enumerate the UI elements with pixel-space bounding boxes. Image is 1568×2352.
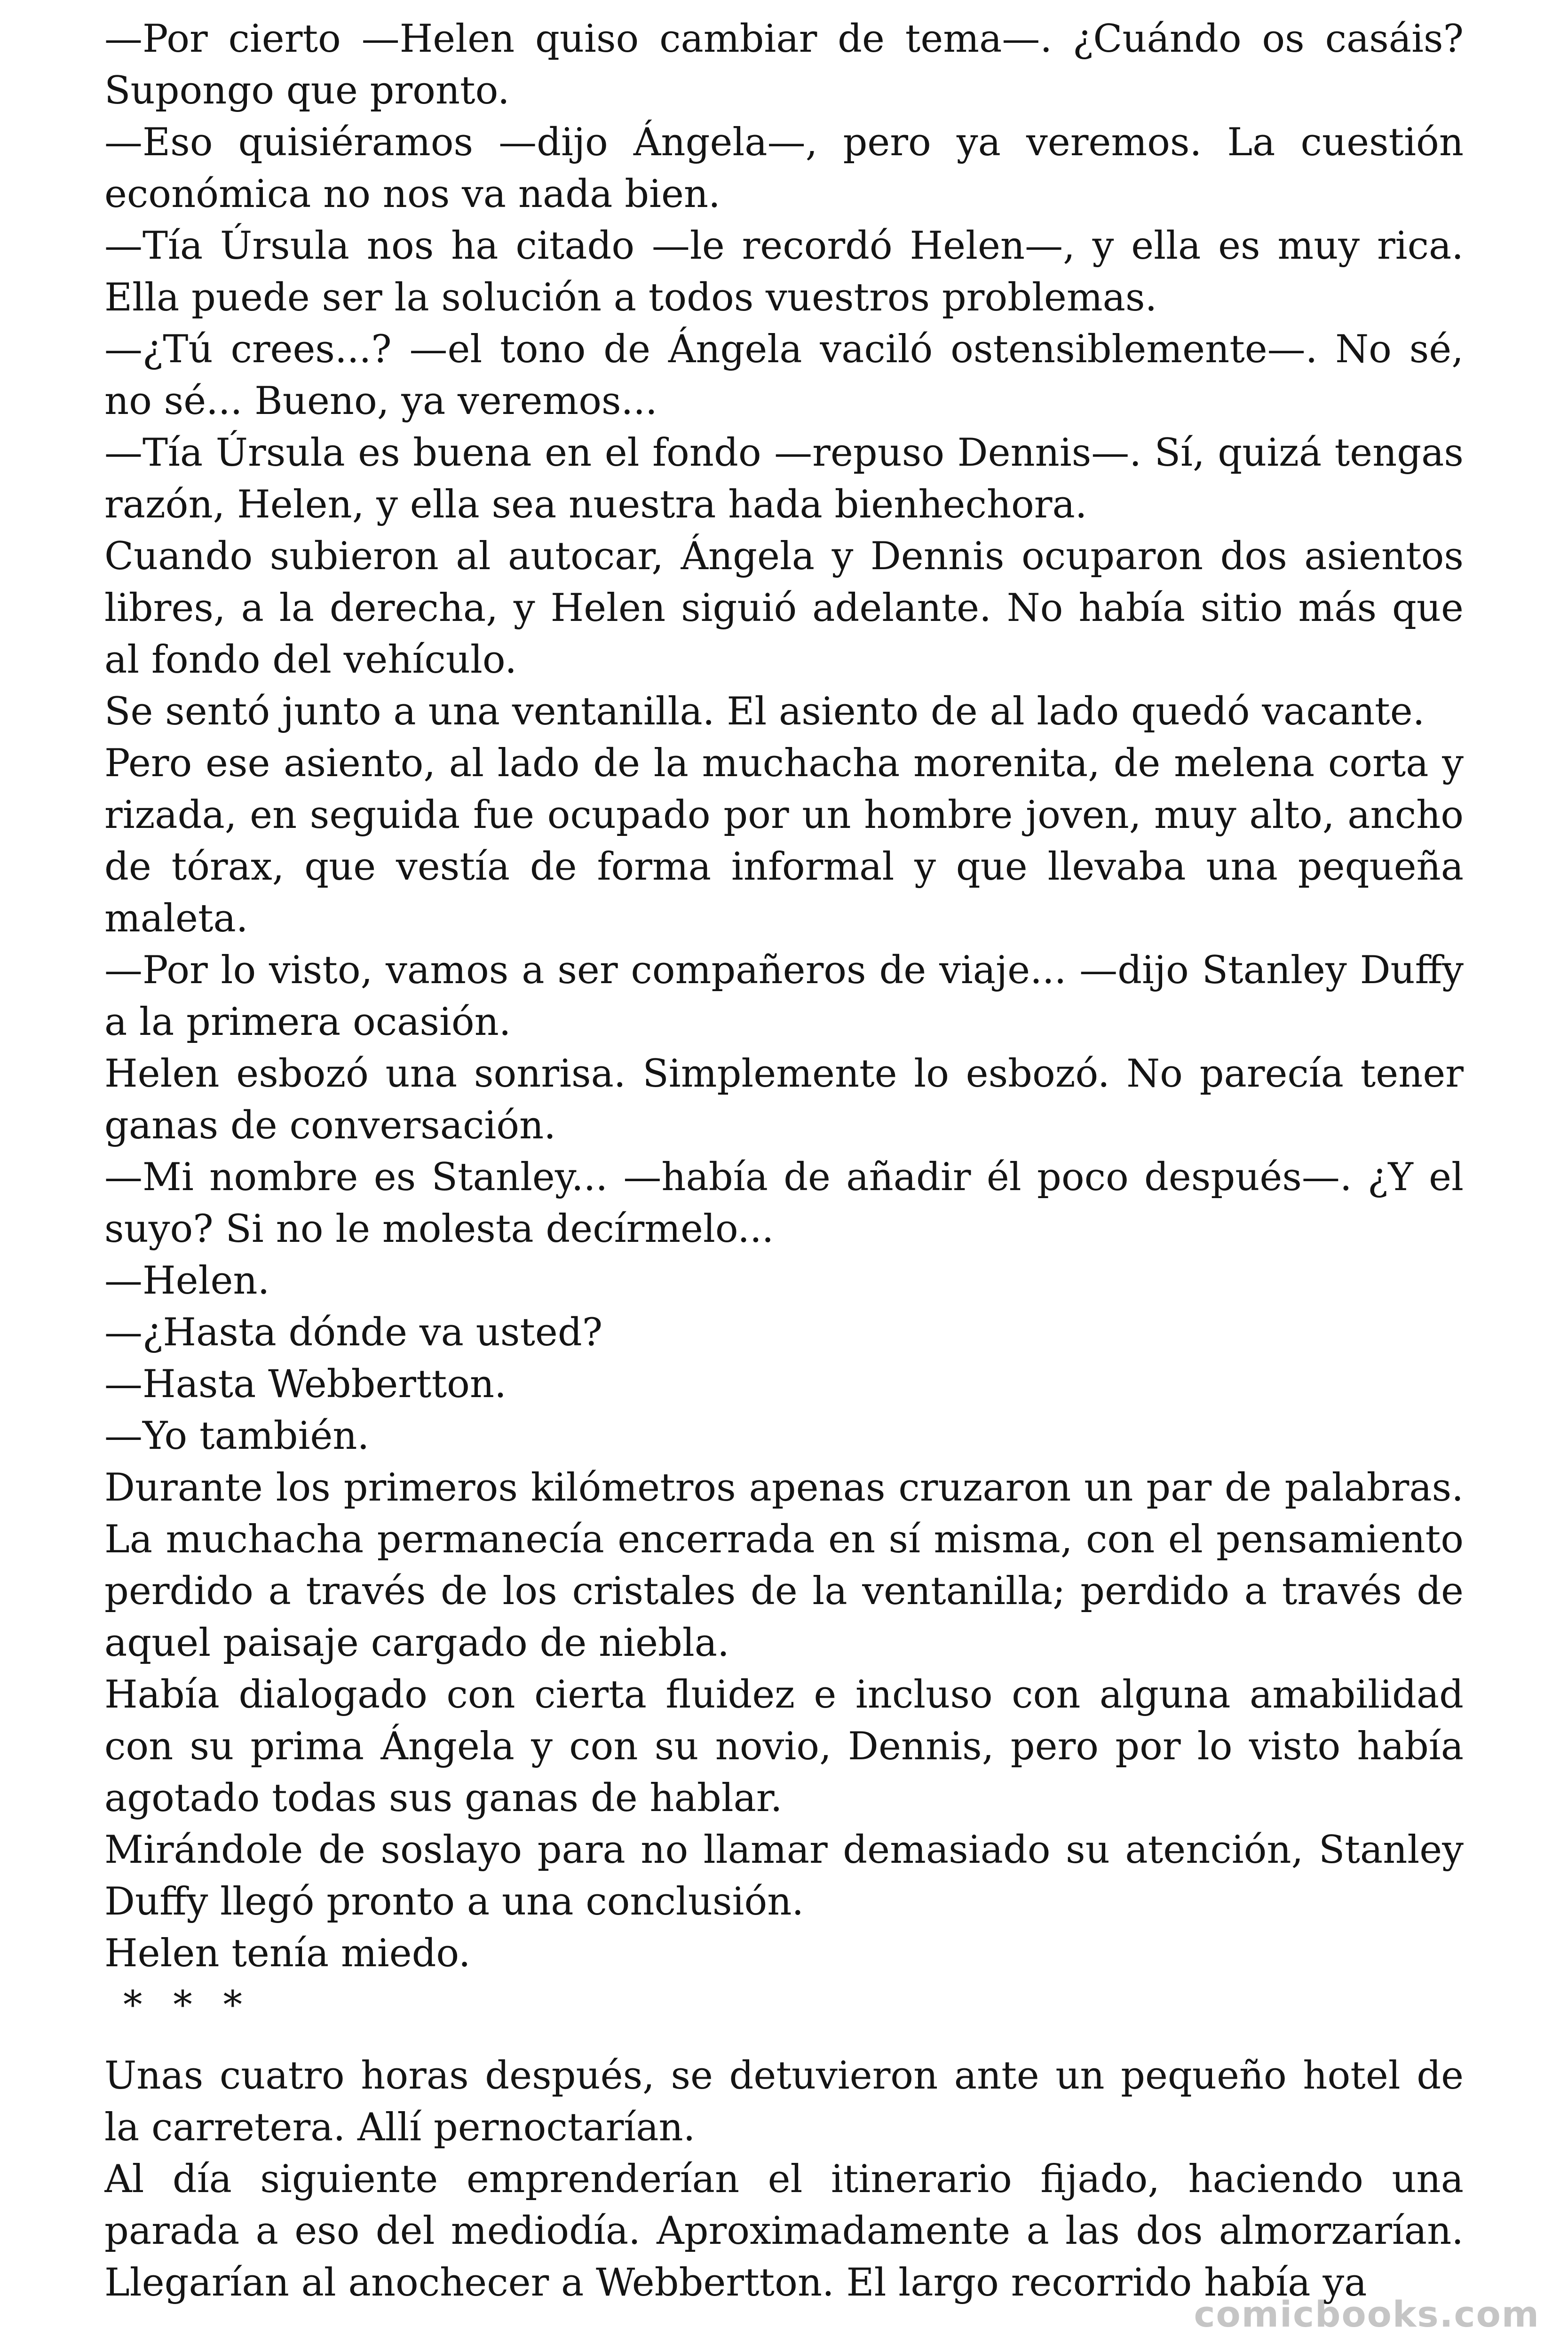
- paragraph: Se sentó junto a una ventanilla. El asiento de al lado quedó vacante.: [104, 690, 1425, 734]
- paragraph: —Mi nombre es Stanley... —había de añadir él poco después—. ¿Y el suyo? Si no le molesta decírmelo...: [104, 1155, 1464, 1251]
- paragraph: —Hasta Webbertton.: [104, 1362, 507, 1406]
- paragraph: —Helen.: [104, 1259, 270, 1303]
- paragraph: Había dialogado con cierta fluidez e incluso con alguna amabilidad con su prima Ángela y con su novio, Dennis, pero por lo visto había agotado todas sus ganas de hablar.: [104, 1673, 1464, 1820]
- paragraph: Mirándole de soslayo para no llamar demasiado su atención, Stanley Duffy llegó pronto a una conclusión.: [104, 1828, 1464, 1924]
- paragraph: —Por lo visto, vamos a ser compañeros de viaje... —dijo Stanley Duffy a la primera ocasión.: [104, 948, 1464, 1044]
- paragraph: Al día siguiente emprenderían el itinerario fijado, haciendo una parada a eso del mediodía. Aproximadamente a las dos almorzarían. Llegarían al anochecer a Webbertton. El largo recorrido había ya: [104, 2157, 1464, 2305]
- paragraph: —Por cierto —Helen quiso cambiar de tema—. ¿Cuándo os casáis? Supongo que pronto.: [104, 17, 1464, 113]
- paragraph: —Tía Úrsula nos ha citado —le recordó Helen—, y ella es muy rica. Ella puede ser la solución a todos vuestros problemas.: [104, 224, 1464, 320]
- section-separator: * * *: [123, 1983, 252, 2027]
- paragraph: —¿Tú crees...? —el tono de Ángela vaciló ostensiblemente—. No sé, no sé... Bueno, ya veremos...: [104, 327, 1464, 423]
- paragraph: Pero ese asiento, al lado de la muchacha morenita, de melena corta y rizada, en seguida fue ocupado por un hombre joven, muy alto, ancho de tórax, que vestía de forma informal y que llevaba una pequeña maleta.: [104, 741, 1464, 941]
- text-block-part2: [104, 2050, 1464, 2309]
- paragraph: Helen esbozó una sonrisa. Simplemente lo esbozó. No parecía tener ganas de conversación.: [104, 1052, 1464, 1148]
- document-page: [104, 13, 1464, 2337]
- paragraph: Cuando subieron al autocar, Ángela y Dennis ocuparon dos asientos libres, a la derecha, y Helen siguió adelante. No había sitio más que al fondo del vehículo.: [104, 534, 1464, 682]
- paragraph: Unas cuatro horas después, se detuvieron ante un pequeño hotel de la carretera. Allí pernoctarían.: [104, 2054, 1464, 2150]
- paragraph: —Yo también.: [104, 1414, 370, 1458]
- paragraph: —Eso quisiéramos —dijo Ángela—, pero ya veremos. La cuestión económica no nos va nada bien.: [104, 120, 1464, 216]
- paragraph: —Tía Úrsula es buena en el fondo —repuso Dennis—. Sí, quizá tengas razón, Helen, y ella sea nuestra hada bienhechora.: [104, 431, 1464, 527]
- watermark: comicbooks.com: [1194, 2293, 1540, 2335]
- paragraph: Helen tenía miedo.: [104, 1931, 471, 1976]
- text-block-part1: [104, 13, 1464, 1979]
- paragraph: Durante los primeros kilómetros apenas cruzaron un par de palabras. La muchacha permanecía encerrada en sí misma, con el pensamiento perdido a través de los cristales de la ventanilla; perdido a través de aquel paisaje cargado de niebla.: [104, 1466, 1464, 1665]
- paragraph: —¿Hasta dónde va usted?: [104, 1311, 603, 1355]
